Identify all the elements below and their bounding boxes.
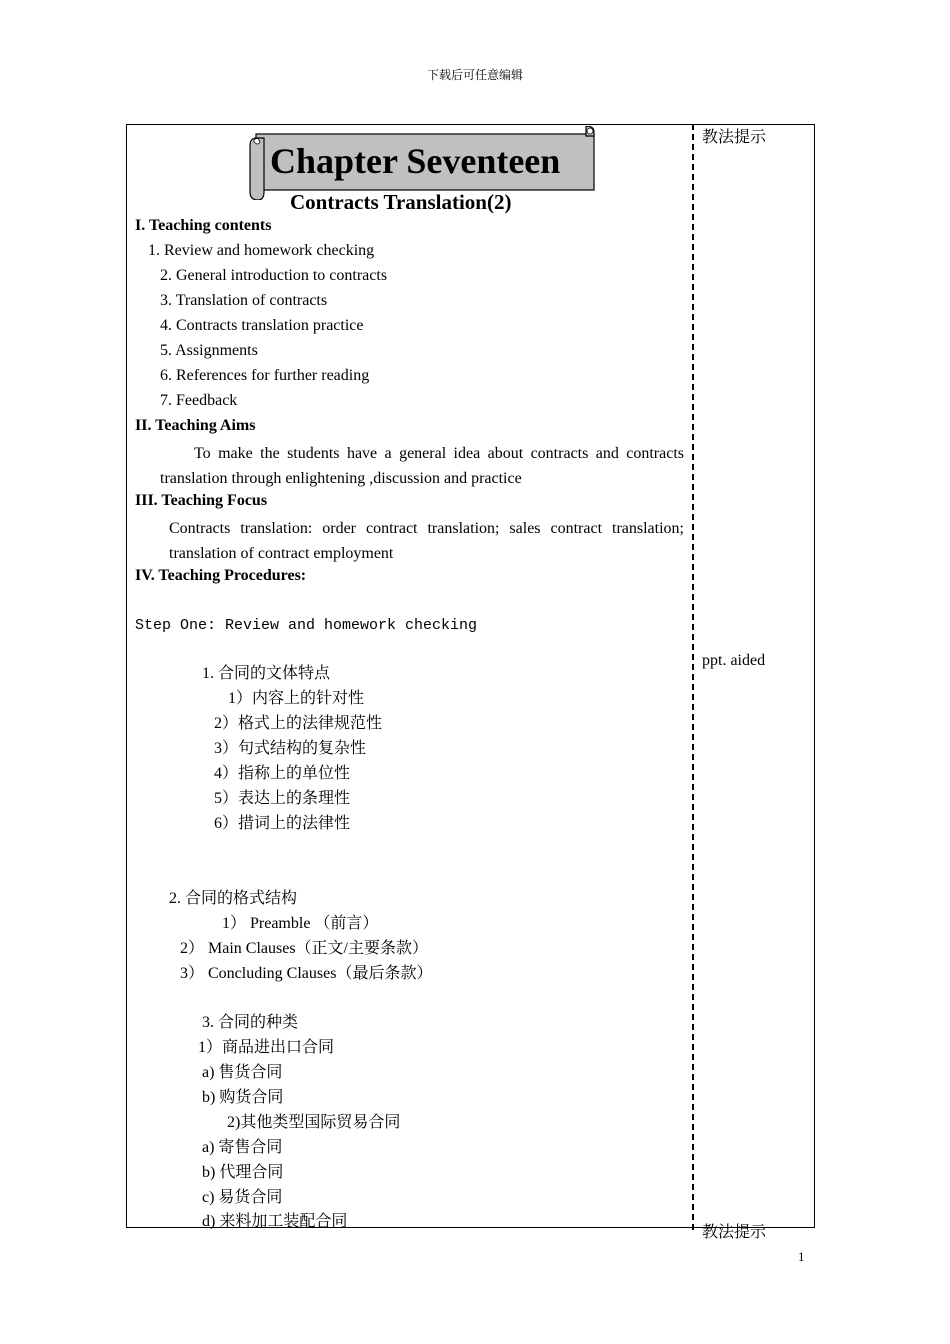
teaching-aims-text: To make the students have a general idea about contracts and contracts translation through enlightening ,discussion and practice [160, 445, 684, 487]
side-note-bottom: 教法提示 [702, 1224, 767, 1241]
list-item: 5. Assignments [160, 342, 258, 359]
list-item: 3. Translation of contracts [160, 292, 328, 309]
list-item: 1. Review and homework checking [148, 242, 375, 259]
list-item: a) 售货合同 [202, 1064, 283, 1081]
list-item: 3）句式结构的复杂性 [214, 740, 367, 757]
step-one-heading: Step One: Review and homework checking [135, 617, 478, 634]
list-item: 5）表达上的条理性 [214, 790, 351, 807]
sub-heading: 2)其他类型国际贸易合同 [227, 1114, 401, 1131]
point-title: 1. 合同的文体特点 [202, 665, 331, 682]
side-note-top: 教法提示 [702, 129, 767, 146]
page-header: 下载后可任意编辑 [426, 68, 523, 82]
heading-teaching-contents: I. Teaching contents [135, 217, 272, 234]
list-item: 6. References for further reading [160, 367, 370, 384]
list-item: 1）内容上的针对性 [228, 690, 365, 707]
list-item: 2）格式上的法律规范性 [214, 715, 383, 732]
list-item: b) 代理合同 [202, 1164, 284, 1181]
list-item: d) 来料加工装配合同 [202, 1213, 348, 1230]
list-item: c) 易货合同 [202, 1189, 283, 1206]
heading-teaching-aims: II. Teaching Aims [135, 417, 256, 434]
point-title: 3. 合同的种类 [202, 1014, 299, 1031]
point-title: 2. 合同的格式结构 [169, 890, 298, 907]
sub-heading: 1）商品进出口合同 [198, 1039, 335, 1056]
heading-teaching-focus: III. Teaching Focus [135, 492, 268, 509]
list-item: 7. Feedback [160, 392, 238, 409]
heading-teaching-procedures: IV. Teaching Procedures: [135, 567, 307, 584]
list-item: 6）措词上的法律性 [214, 815, 351, 832]
teaching-focus-text: Contracts translation: order contract translation; sales contract translation; translation of contract employment [169, 520, 684, 562]
list-item: 4. Contracts translation practice [160, 317, 364, 334]
list-item: 2） Main Clauses（正文/主要条款） [180, 940, 428, 957]
list-item: b) 购货合同 [202, 1089, 284, 1106]
side-note-ppt: ppt. aided [702, 652, 766, 669]
chapter-subtitle: Contracts Translation(2) [290, 190, 512, 214]
list-item: 2. General introduction to contracts [160, 267, 388, 284]
chapter-title: Chapter Seventeen [270, 141, 561, 181]
page-number: 1 [798, 1249, 805, 1264]
list-item: 1） Preamble （前言） [222, 915, 379, 932]
list-item: a) 寄售合同 [202, 1139, 283, 1156]
list-item: 4）指称上的单位性 [214, 765, 351, 782]
list-item: 3） Concluding Clauses（最后条款） [180, 965, 433, 982]
column-divider [692, 124, 694, 1230]
